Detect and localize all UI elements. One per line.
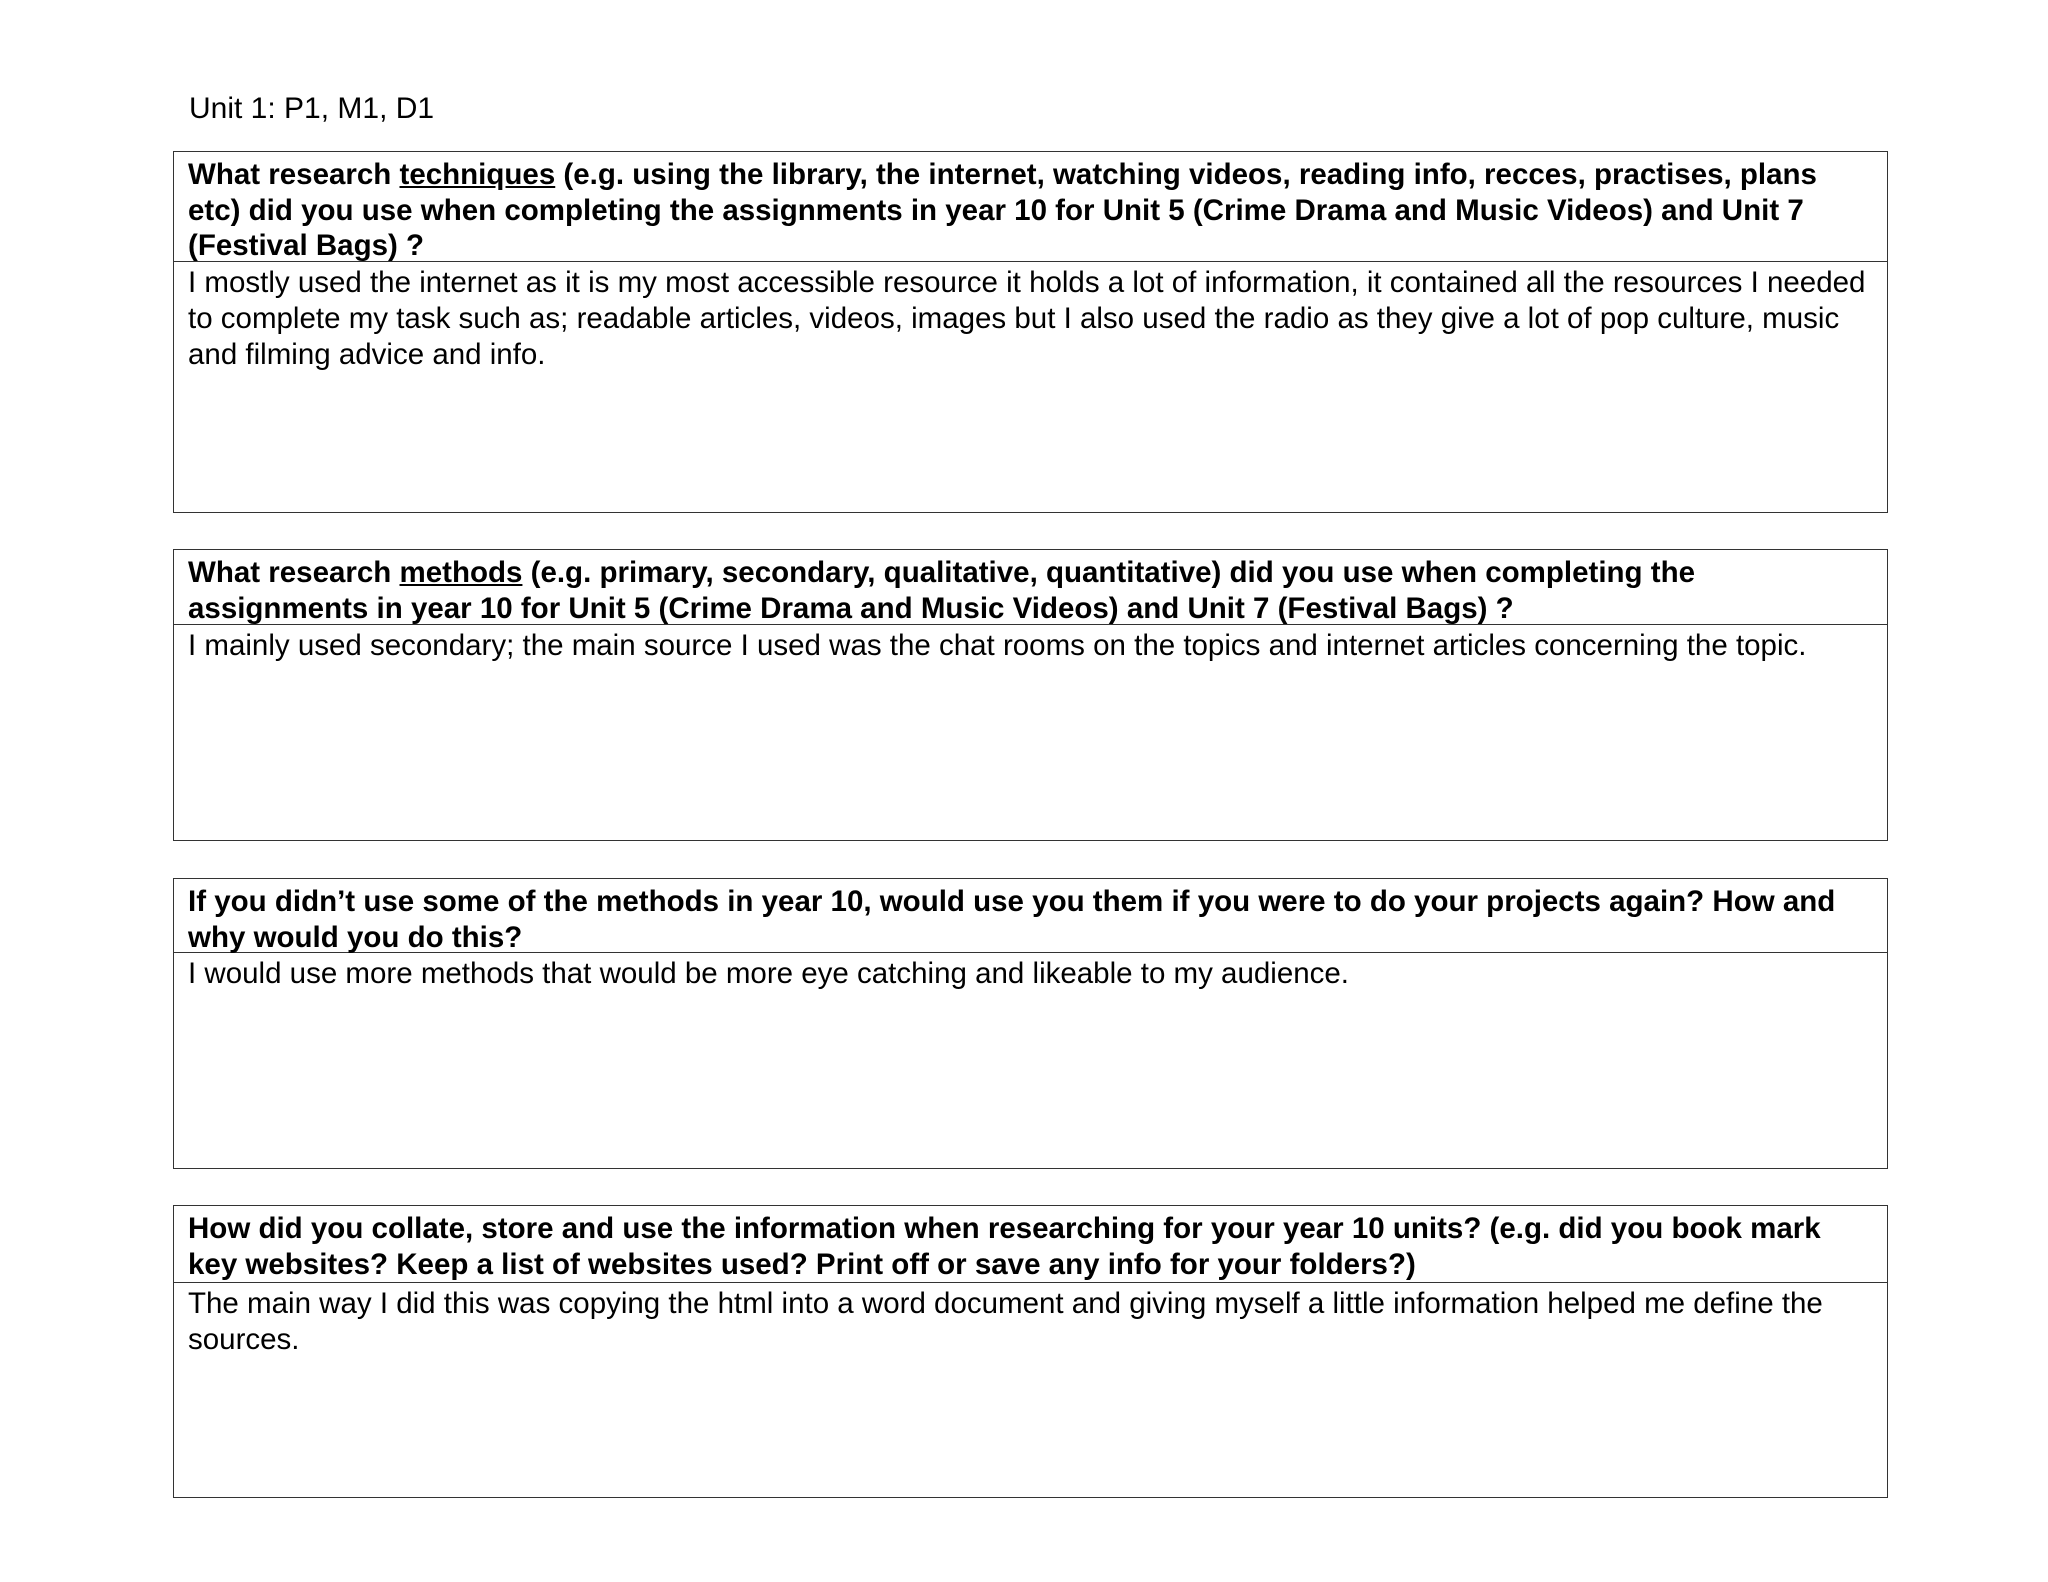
answer-text[interactable]: I mainly used secondary; the main source I used was the chat rooms on the topics and internet articles concerning the topic. bbox=[188, 629, 1807, 662]
question-keyword: methods bbox=[399, 556, 523, 589]
question-keyword: techniques bbox=[399, 158, 556, 191]
question-text: How did you collate, store and use the information when researching for your year 10 units? (e.g. did you book mark key websites? Keep a list of websites used? Print off or save any info for your folders?) bbox=[174, 1206, 1887, 1283]
question-text bbox=[174, 550, 1887, 625]
question-prefix: What research bbox=[188, 158, 400, 191]
question-box-techniques bbox=[173, 151, 1888, 513]
answer-text[interactable]: I mostly used the internet as it is my most accessible resource it holds a lot of information, it contained all the resources I needed to complete my task such as; readable articles, videos, images but I also used the radio as they give a lot of pop culture, music and filming advice and info. bbox=[188, 266, 1866, 371]
question-text bbox=[174, 152, 1887, 262]
answer-text[interactable]: I would use more methods that would be more eye catching and likeable to my audience. bbox=[188, 957, 1350, 990]
answer-text[interactable]: The main way I did this was copying the html into a word document and giving myself a little information helped me define the sources. bbox=[188, 1287, 1823, 1356]
question-text: If you didn’t use some of the methods in year 10, would use you them if you were to do your projects again? How and why would you do this? bbox=[174, 879, 1887, 953]
page-heading: Unit 1: P1, M1, D1 bbox=[189, 92, 435, 125]
question-prefix: What research bbox=[188, 556, 400, 589]
question-box-methods bbox=[173, 549, 1888, 841]
question-box-collate-store bbox=[173, 1205, 1888, 1498]
question-suffix: (e.g. primary, secondary, qualitative, quantitative) did you use when completing the assignments in year 10 for Unit 5 (Crime Drama and Music Videos) and Unit 7 (Festival Bags) ? bbox=[188, 556, 1696, 625]
question-suffix: (e.g. using the library, the internet, watching videos, reading info, recces, practises, plans etc) did you use when completing the assignments in year 10 for Unit 5 (Crime Drama and Music Videos) and Unit 7 (Festival Bags) ? bbox=[188, 158, 1817, 262]
question-box-unused-methods bbox=[173, 878, 1888, 1169]
